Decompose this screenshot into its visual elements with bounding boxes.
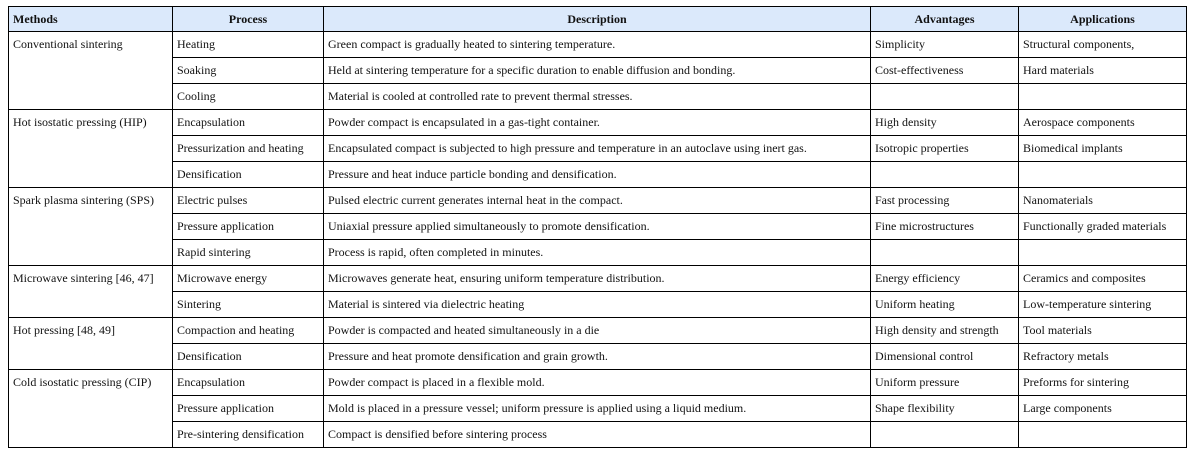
application-cell: Hard materials (1019, 58, 1187, 84)
advantage-cell: Fine microstructures (871, 214, 1019, 240)
method-cell: Hot isostatic pressing (HIP) (9, 110, 173, 188)
process-cell: Cooling (173, 84, 324, 110)
advantage-cell (871, 422, 1019, 448)
table-row (9, 84, 1187, 110)
description-cell: Material is sintered via dielectric heating (324, 292, 871, 318)
process-cell: Soaking (173, 58, 324, 84)
advantage-cell (871, 84, 1019, 110)
header-description: Description (324, 7, 871, 32)
method-cell: Hot pressing [48, 49] (9, 318, 173, 370)
sintering-methods-table (8, 6, 1187, 448)
process-cell: Pressure application (173, 214, 324, 240)
process-cell: Densification (173, 162, 324, 188)
description-cell: Uniaxial pressure applied simultaneously to promote densification. (324, 214, 871, 240)
table-row (9, 58, 1187, 84)
table-row (9, 214, 1187, 240)
description-cell: Pulsed electric current generates internal heat in the compact. (324, 188, 871, 214)
application-cell (1019, 240, 1187, 266)
sintering-methods-table-container (8, 6, 1187, 448)
description-cell: Powder is compacted and heated simultaneously in a die (324, 318, 871, 344)
application-cell: Low-temperature sintering (1019, 292, 1187, 318)
advantage-cell: Uniform pressure (871, 370, 1019, 396)
application-cell: Biomedical implants (1019, 136, 1187, 162)
description-cell: Pressure and heat promote densification and grain growth. (324, 344, 871, 370)
description-cell: Microwaves generate heat, ensuring uniform temperature distribution. (324, 266, 871, 292)
application-cell: Large components (1019, 396, 1187, 422)
advantage-cell: High density (871, 110, 1019, 136)
header-row (9, 7, 1187, 32)
application-cell: Functionally graded materials (1019, 214, 1187, 240)
process-cell: Electric pulses (173, 188, 324, 214)
table-row (9, 110, 1187, 136)
process-cell: Pressure application (173, 396, 324, 422)
process-cell: Rapid sintering (173, 240, 324, 266)
application-cell: Preforms for sintering (1019, 370, 1187, 396)
application-cell (1019, 162, 1187, 188)
header-applications: Applications (1019, 7, 1187, 32)
description-cell: Process is rapid, often completed in minutes. (324, 240, 871, 266)
table-header (9, 7, 1187, 32)
description-cell: Encapsulated compact is subjected to high pressure and temperature in an autoclave using inert gas. (324, 136, 871, 162)
advantage-cell (871, 162, 1019, 188)
description-cell: Powder compact is encapsulated in a gas-tight container. (324, 110, 871, 136)
advantage-cell: Shape flexibility (871, 396, 1019, 422)
table-row (9, 318, 1187, 344)
method-cell: Cold isostatic pressing (CIP) (9, 370, 173, 448)
application-cell (1019, 84, 1187, 110)
description-cell: Material is cooled at controlled rate to prevent thermal stresses. (324, 84, 871, 110)
table-row (9, 422, 1187, 448)
advantage-cell: Cost-effectiveness (871, 58, 1019, 84)
application-cell: Ceramics and composites (1019, 266, 1187, 292)
method-cell: Microwave sintering [46, 47] (9, 266, 173, 318)
process-cell: Heating (173, 32, 324, 58)
table-row (9, 292, 1187, 318)
table-row (9, 32, 1187, 58)
method-cell: Spark plasma sintering (SPS) (9, 188, 173, 266)
table-row (9, 188, 1187, 214)
process-cell: Encapsulation (173, 110, 324, 136)
application-cell: Aerospace components (1019, 110, 1187, 136)
application-cell: Nanomaterials (1019, 188, 1187, 214)
advantage-cell: Dimensional control (871, 344, 1019, 370)
process-cell: Pre-sintering densification (173, 422, 324, 448)
advantage-cell (871, 240, 1019, 266)
process-cell: Compaction and heating (173, 318, 324, 344)
description-cell: Held at sintering temperature for a specific duration to enable diffusion and bonding. (324, 58, 871, 84)
description-cell: Pressure and heat induce particle bonding and densification. (324, 162, 871, 188)
header-advantages: Advantages (871, 7, 1019, 32)
application-cell: Tool materials (1019, 318, 1187, 344)
advantage-cell: Isotropic properties (871, 136, 1019, 162)
description-cell: Mold is placed in a pressure vessel; uniform pressure is applied using a liquid medium. (324, 396, 871, 422)
header-methods: Methods (9, 7, 173, 32)
description-cell: Green compact is gradually heated to sintering temperature. (324, 32, 871, 58)
process-cell: Densification (173, 344, 324, 370)
table-row (9, 240, 1187, 266)
application-cell: Refractory metals (1019, 344, 1187, 370)
process-cell: Encapsulation (173, 370, 324, 396)
advantage-cell: Fast processing (871, 188, 1019, 214)
table-row (9, 370, 1187, 396)
process-cell: Pressurization and heating (173, 136, 324, 162)
advantage-cell: High density and strength (871, 318, 1019, 344)
process-cell: Sintering (173, 292, 324, 318)
table-body (9, 32, 1187, 448)
table-row (9, 266, 1187, 292)
method-cell: Conventional sintering (9, 32, 173, 110)
application-cell: Structural components, (1019, 32, 1187, 58)
advantage-cell: Energy efficiency (871, 266, 1019, 292)
table-row (9, 396, 1187, 422)
table-row (9, 162, 1187, 188)
table-row (9, 344, 1187, 370)
description-cell: Compact is densified before sintering process (324, 422, 871, 448)
description-cell: Powder compact is placed in a flexible mold. (324, 370, 871, 396)
process-cell: Microwave energy (173, 266, 324, 292)
application-cell (1019, 422, 1187, 448)
advantage-cell: Uniform heating (871, 292, 1019, 318)
advantage-cell: Simplicity (871, 32, 1019, 58)
header-process: Process (173, 7, 324, 32)
table-row (9, 136, 1187, 162)
